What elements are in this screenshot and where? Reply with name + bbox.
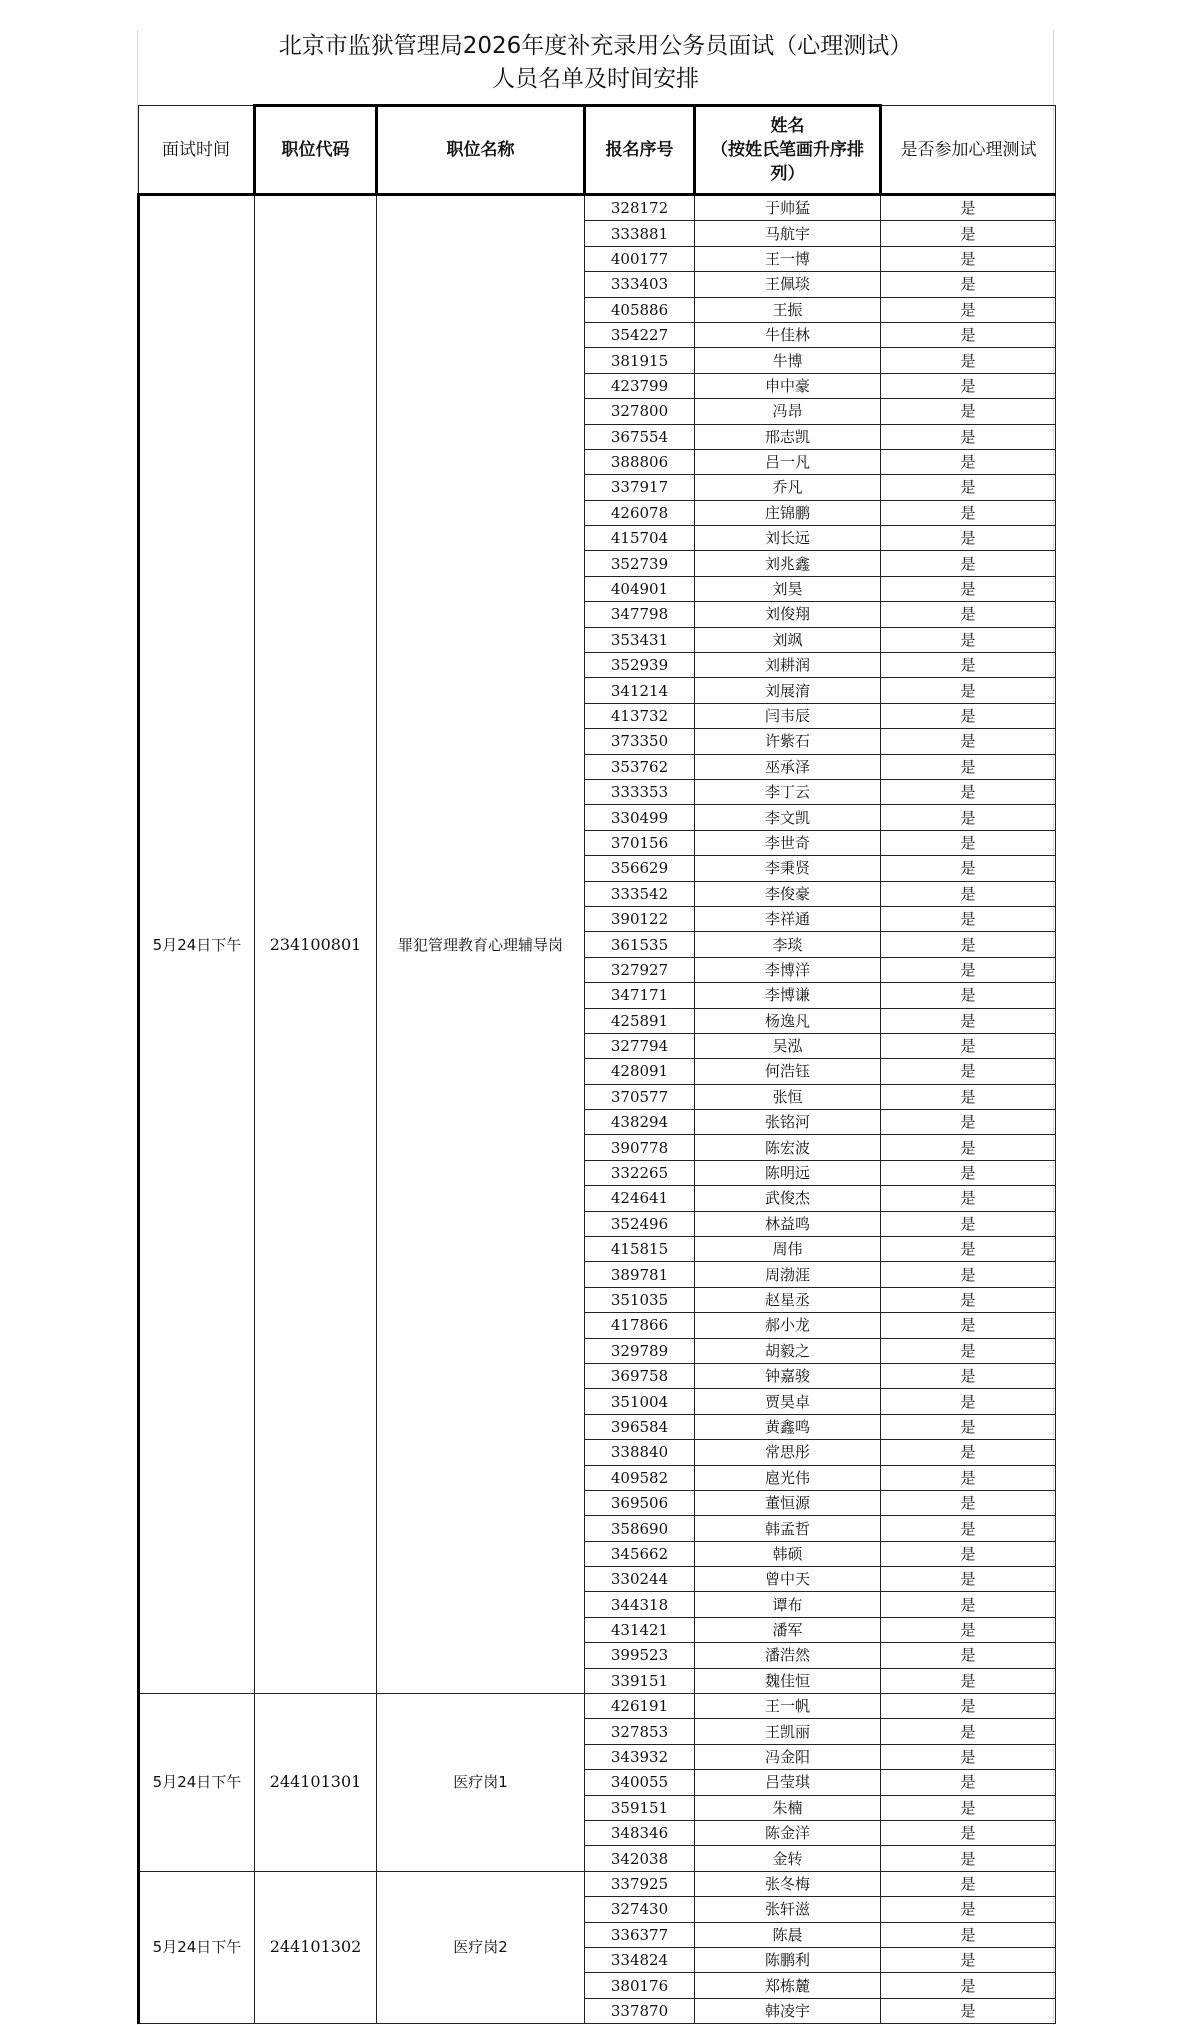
candidate-name: 闫韦辰 [695, 703, 881, 728]
registration-number: 327800 [585, 399, 695, 424]
group-interview-time: 5月24日下午 [139, 1871, 255, 2023]
candidate-name: 董恒源 [695, 1490, 881, 1515]
candidate-name: 王一帆 [695, 1694, 881, 1719]
candidate-name: 谭布 [695, 1592, 881, 1617]
psych-test-flag: 是 [881, 1211, 1056, 1236]
candidate-name: 刘兆鑫 [695, 551, 881, 576]
candidate-name: 冯金阳 [695, 1744, 881, 1769]
registration-number: 373350 [585, 729, 695, 754]
registration-number: 370577 [585, 1084, 695, 1109]
candidate-name: 韩孟哲 [695, 1516, 881, 1541]
psych-test-flag: 是 [881, 856, 1056, 881]
header-position-name: 职位名称 [377, 106, 585, 195]
psych-test-flag: 是 [881, 1668, 1056, 1693]
candidate-name: 周伟 [695, 1237, 881, 1262]
registration-number: 351004 [585, 1389, 695, 1414]
candidate-name: 韩硕 [695, 1541, 881, 1566]
registration-number: 343932 [585, 1744, 695, 1769]
registration-number: 415815 [585, 1237, 695, 1262]
candidate-name: 武俊杰 [695, 1186, 881, 1211]
psych-test-flag: 是 [881, 221, 1056, 246]
registration-number: 344318 [585, 1592, 695, 1617]
psych-test-flag: 是 [881, 1160, 1056, 1185]
candidate-name: 王凯丽 [695, 1719, 881, 1744]
candidate-name: 张铭河 [695, 1110, 881, 1135]
candidate-name: 李丁云 [695, 779, 881, 804]
candidate-name: 王一博 [695, 246, 881, 271]
psych-test-flag: 是 [881, 1110, 1056, 1135]
candidate-name: 许紫石 [695, 729, 881, 754]
psych-test-flag: 是 [881, 297, 1056, 322]
psych-test-flag: 是 [881, 348, 1056, 373]
psych-test-flag: 是 [881, 1363, 1056, 1388]
registration-number: 348346 [585, 1821, 695, 1846]
registration-number: 338840 [585, 1440, 695, 1465]
candidate-name: 魏佳恒 [695, 1668, 881, 1693]
header-registration-number: 报名序号 [585, 106, 695, 195]
psych-test-flag: 是 [881, 1465, 1056, 1490]
candidate-name: 曾中天 [695, 1567, 881, 1592]
candidate-name: 乔凡 [695, 475, 881, 500]
registration-number: 399523 [585, 1643, 695, 1668]
candidate-name: 牛佳林 [695, 322, 881, 347]
psych-test-flag: 是 [881, 729, 1056, 754]
registration-number: 333403 [585, 272, 695, 297]
psych-test-flag: 是 [881, 272, 1056, 297]
group-position-code: 234100801 [255, 195, 377, 1694]
candidate-name: 牛博 [695, 348, 881, 373]
psych-test-flag: 是 [881, 1592, 1056, 1617]
registration-number: 369506 [585, 1490, 695, 1515]
registration-number: 356629 [585, 856, 695, 881]
header-row [139, 106, 1056, 195]
registration-number: 426078 [585, 500, 695, 525]
group-position-name: 罪犯管理教育心理辅导岗 [377, 195, 585, 1694]
candidate-name: 申中豪 [695, 373, 881, 398]
candidate-name: 陈宏波 [695, 1135, 881, 1160]
psych-test-flag: 是 [881, 1389, 1056, 1414]
psych-test-flag: 是 [881, 1922, 1056, 1947]
registration-number: 431421 [585, 1617, 695, 1642]
candidate-name: 刘俊翔 [695, 602, 881, 627]
group-position-name: 医疗岗1 [377, 1694, 585, 1872]
table-row [139, 1694, 1056, 1719]
registration-number: 428091 [585, 1059, 695, 1084]
candidate-name: 刘耕润 [695, 653, 881, 678]
registration-number: 396584 [585, 1414, 695, 1439]
candidate-name: 赵星丞 [695, 1287, 881, 1312]
psych-test-flag: 是 [881, 1490, 1056, 1515]
registration-number: 333881 [585, 221, 695, 246]
candidate-name: 陈明远 [695, 1160, 881, 1185]
registration-number: 351035 [585, 1287, 695, 1312]
registration-number: 342038 [585, 1846, 695, 1871]
candidate-name: 李秉贤 [695, 856, 881, 881]
candidate-name: 常思彤 [695, 1440, 881, 1465]
registration-number: 359151 [585, 1795, 695, 1820]
psych-test-flag: 是 [881, 1516, 1056, 1541]
psych-test-flag: 是 [881, 1338, 1056, 1363]
registration-number: 400177 [585, 246, 695, 271]
psych-test-flag: 是 [881, 627, 1056, 652]
title-line-1: 北京市监狱管理局2026年度补充录用公务员面试（心理测试） [278, 33, 913, 59]
candidate-name: 李文凯 [695, 805, 881, 830]
psych-test-flag: 是 [881, 475, 1056, 500]
candidate-name: 马航宇 [695, 221, 881, 246]
candidate-name: 贾昊卓 [695, 1389, 881, 1414]
candidate-name: 张轩滋 [695, 1897, 881, 1922]
registration-number: 361535 [585, 932, 695, 957]
psych-test-flag: 是 [881, 1059, 1056, 1084]
psych-test-flag: 是 [881, 1414, 1056, 1439]
table-row [139, 1871, 1056, 1896]
psych-test-flag: 是 [881, 1617, 1056, 1642]
candidate-name: 郑栋麓 [695, 1973, 881, 1998]
psych-test-flag: 是 [881, 1846, 1056, 1871]
registration-number: 327794 [585, 1033, 695, 1058]
psych-test-flag: 是 [881, 703, 1056, 728]
table-row [139, 195, 1056, 221]
psych-test-flag: 是 [881, 805, 1056, 830]
psych-test-flag: 是 [881, 322, 1056, 347]
psych-test-flag: 是 [881, 500, 1056, 525]
psych-test-flag: 是 [881, 424, 1056, 449]
candidate-name: 于帅猛 [695, 195, 881, 221]
title-line-2: 人员名单及时间安排 [492, 66, 699, 92]
registration-number: 334824 [585, 1947, 695, 1972]
psych-test-flag: 是 [881, 932, 1056, 957]
registration-number: 415704 [585, 526, 695, 551]
psych-test-flag: 是 [881, 881, 1056, 906]
registration-number: 337870 [585, 1998, 695, 2023]
candidate-name: 张冬梅 [695, 1871, 881, 1896]
registration-number: 353431 [585, 627, 695, 652]
registration-number: 425891 [585, 1008, 695, 1033]
psych-test-flag: 是 [881, 1541, 1056, 1566]
candidate-name: 陈鹏利 [695, 1947, 881, 1972]
psych-test-flag: 是 [881, 830, 1056, 855]
header-name [695, 106, 881, 195]
psych-test-flag: 是 [881, 551, 1056, 576]
group-position-code: 244101301 [255, 1694, 377, 1872]
registration-number: 333542 [585, 881, 695, 906]
registration-number: 337917 [585, 475, 695, 500]
psych-test-flag: 是 [881, 1719, 1056, 1744]
registration-number: 423799 [585, 373, 695, 398]
candidate-name: 刘飒 [695, 627, 881, 652]
registration-number: 380176 [585, 1973, 695, 1998]
psych-test-flag: 是 [881, 1262, 1056, 1287]
header-psych-test: 是否参加心理测试 [881, 106, 1056, 195]
candidate-name: 张恒 [695, 1084, 881, 1109]
candidate-name: 吕莹琪 [695, 1770, 881, 1795]
registration-number: 353762 [585, 754, 695, 779]
registration-number: 347798 [585, 602, 695, 627]
candidate-name: 刘长远 [695, 526, 881, 551]
candidate-name: 李琰 [695, 932, 881, 957]
registration-number: 330499 [585, 805, 695, 830]
registration-number: 390778 [585, 1135, 695, 1160]
candidate-name: 胡毅之 [695, 1338, 881, 1363]
psych-test-flag: 是 [881, 526, 1056, 551]
psych-test-flag: 是 [881, 1186, 1056, 1211]
psych-test-flag: 是 [881, 779, 1056, 804]
candidate-name: 吕一凡 [695, 449, 881, 474]
psych-test-flag: 是 [881, 195, 1056, 221]
registration-number: 424641 [585, 1186, 695, 1211]
candidate-name: 李祥通 [695, 906, 881, 931]
registration-number: 341214 [585, 678, 695, 703]
header-interview-time: 面试时间 [139, 106, 255, 195]
registration-number: 389781 [585, 1262, 695, 1287]
psych-test-flag: 是 [881, 1237, 1056, 1262]
candidate-name: 巫承泽 [695, 754, 881, 779]
psych-test-flag: 是 [881, 1313, 1056, 1338]
psych-test-flag: 是 [881, 1440, 1056, 1465]
psych-test-flag: 是 [881, 1947, 1056, 1972]
candidate-name: 周渤涯 [695, 1262, 881, 1287]
psych-test-flag: 是 [881, 246, 1056, 271]
registration-number: 345662 [585, 1541, 695, 1566]
candidate-name: 黄鑫鸣 [695, 1414, 881, 1439]
registration-number: 333353 [585, 779, 695, 804]
registration-number: 370156 [585, 830, 695, 855]
candidate-name: 潘浩然 [695, 1643, 881, 1668]
candidate-name: 林益鸣 [695, 1211, 881, 1236]
registration-number: 340055 [585, 1770, 695, 1795]
group-position-code: 244101302 [255, 1871, 377, 2023]
psych-test-flag: 是 [881, 1287, 1056, 1312]
header-name-note: （按姓氏笔画升序排列） [711, 140, 864, 184]
registration-number: 347171 [585, 983, 695, 1008]
registration-number: 426191 [585, 1694, 695, 1719]
registration-number: 327927 [585, 957, 695, 982]
psych-test-flag: 是 [881, 602, 1056, 627]
registration-number: 339151 [585, 1668, 695, 1693]
registration-number: 330244 [585, 1567, 695, 1592]
candidate-name: 郝小龙 [695, 1313, 881, 1338]
registration-number: 332265 [585, 1160, 695, 1185]
psych-test-flag: 是 [881, 1694, 1056, 1719]
candidate-name: 陈晨 [695, 1922, 881, 1947]
registration-number: 354227 [585, 322, 695, 347]
psych-test-flag: 是 [881, 576, 1056, 601]
candidate-name: 王振 [695, 297, 881, 322]
psych-test-flag: 是 [881, 653, 1056, 678]
candidate-name: 韩凌宇 [695, 1998, 881, 2023]
psych-test-flag: 是 [881, 1744, 1056, 1769]
candidate-name: 金转 [695, 1846, 881, 1871]
candidate-name: 邢志凯 [695, 424, 881, 449]
psych-test-flag: 是 [881, 678, 1056, 703]
group-interview-time: 5月24日下午 [139, 195, 255, 1694]
registration-number: 336377 [585, 1922, 695, 1947]
candidate-name: 李博洋 [695, 957, 881, 982]
schedule-table [137, 104, 1056, 2024]
psych-test-flag: 是 [881, 957, 1056, 982]
psych-test-flag: 是 [881, 1135, 1056, 1160]
registration-number: 327430 [585, 1897, 695, 1922]
candidate-name: 李博谦 [695, 983, 881, 1008]
psych-test-flag: 是 [881, 906, 1056, 931]
header-position-code: 职位代码 [255, 106, 377, 195]
document-title [137, 30, 1054, 104]
registration-number: 405886 [585, 297, 695, 322]
candidate-name: 刘昊 [695, 576, 881, 601]
registration-number: 328172 [585, 195, 695, 221]
registration-number: 404901 [585, 576, 695, 601]
candidate-name: 吴泓 [695, 1033, 881, 1058]
psych-test-flag: 是 [881, 1897, 1056, 1922]
group-position-name: 医疗岗2 [377, 1871, 585, 2023]
registration-number: 337925 [585, 1871, 695, 1896]
psych-test-flag: 是 [881, 1821, 1056, 1846]
psych-test-flag: 是 [881, 399, 1056, 424]
psych-test-flag: 是 [881, 449, 1056, 474]
group-interview-time: 5月24日下午 [139, 1694, 255, 1872]
candidate-name: 陈金洋 [695, 1821, 881, 1846]
registration-number: 352939 [585, 653, 695, 678]
candidate-name: 潘军 [695, 1617, 881, 1642]
candidate-name: 扈光伟 [695, 1465, 881, 1490]
psych-test-flag: 是 [881, 1567, 1056, 1592]
registration-number: 388806 [585, 449, 695, 474]
psych-test-flag: 是 [881, 373, 1056, 398]
psych-test-flag: 是 [881, 1008, 1056, 1033]
candidate-name: 刘展淯 [695, 678, 881, 703]
psych-test-flag: 是 [881, 1033, 1056, 1058]
candidate-name: 李世奇 [695, 830, 881, 855]
candidate-name: 何浩钰 [695, 1059, 881, 1084]
candidate-name: 杨逸凡 [695, 1008, 881, 1033]
candidate-name: 钟嘉骏 [695, 1363, 881, 1388]
registration-number: 409582 [585, 1465, 695, 1490]
registration-number: 327853 [585, 1719, 695, 1744]
psych-test-flag: 是 [881, 1770, 1056, 1795]
psych-test-flag: 是 [881, 1795, 1056, 1820]
header-name-main: 姓名 [770, 116, 805, 136]
registration-number: 390122 [585, 906, 695, 931]
psych-test-flag: 是 [881, 1871, 1056, 1896]
candidate-name: 庄锦鹏 [695, 500, 881, 525]
registration-number: 417866 [585, 1313, 695, 1338]
psych-test-flag: 是 [881, 1973, 1056, 1998]
psych-test-flag: 是 [881, 1998, 1056, 2023]
psych-test-flag: 是 [881, 1643, 1056, 1668]
registration-number: 329789 [585, 1338, 695, 1363]
registration-number: 367554 [585, 424, 695, 449]
candidate-name: 李俊豪 [695, 881, 881, 906]
registration-number: 438294 [585, 1110, 695, 1135]
registration-number: 352496 [585, 1211, 695, 1236]
psych-test-flag: 是 [881, 983, 1056, 1008]
registration-number: 358690 [585, 1516, 695, 1541]
registration-number: 413732 [585, 703, 695, 728]
registration-number: 369758 [585, 1363, 695, 1388]
candidate-name: 王佩琰 [695, 272, 881, 297]
psych-test-flag: 是 [881, 1084, 1056, 1109]
psych-test-flag: 是 [881, 754, 1056, 779]
candidate-name: 冯昂 [695, 399, 881, 424]
registration-number: 381915 [585, 348, 695, 373]
registration-number: 352739 [585, 551, 695, 576]
candidate-name: 朱楠 [695, 1795, 881, 1820]
